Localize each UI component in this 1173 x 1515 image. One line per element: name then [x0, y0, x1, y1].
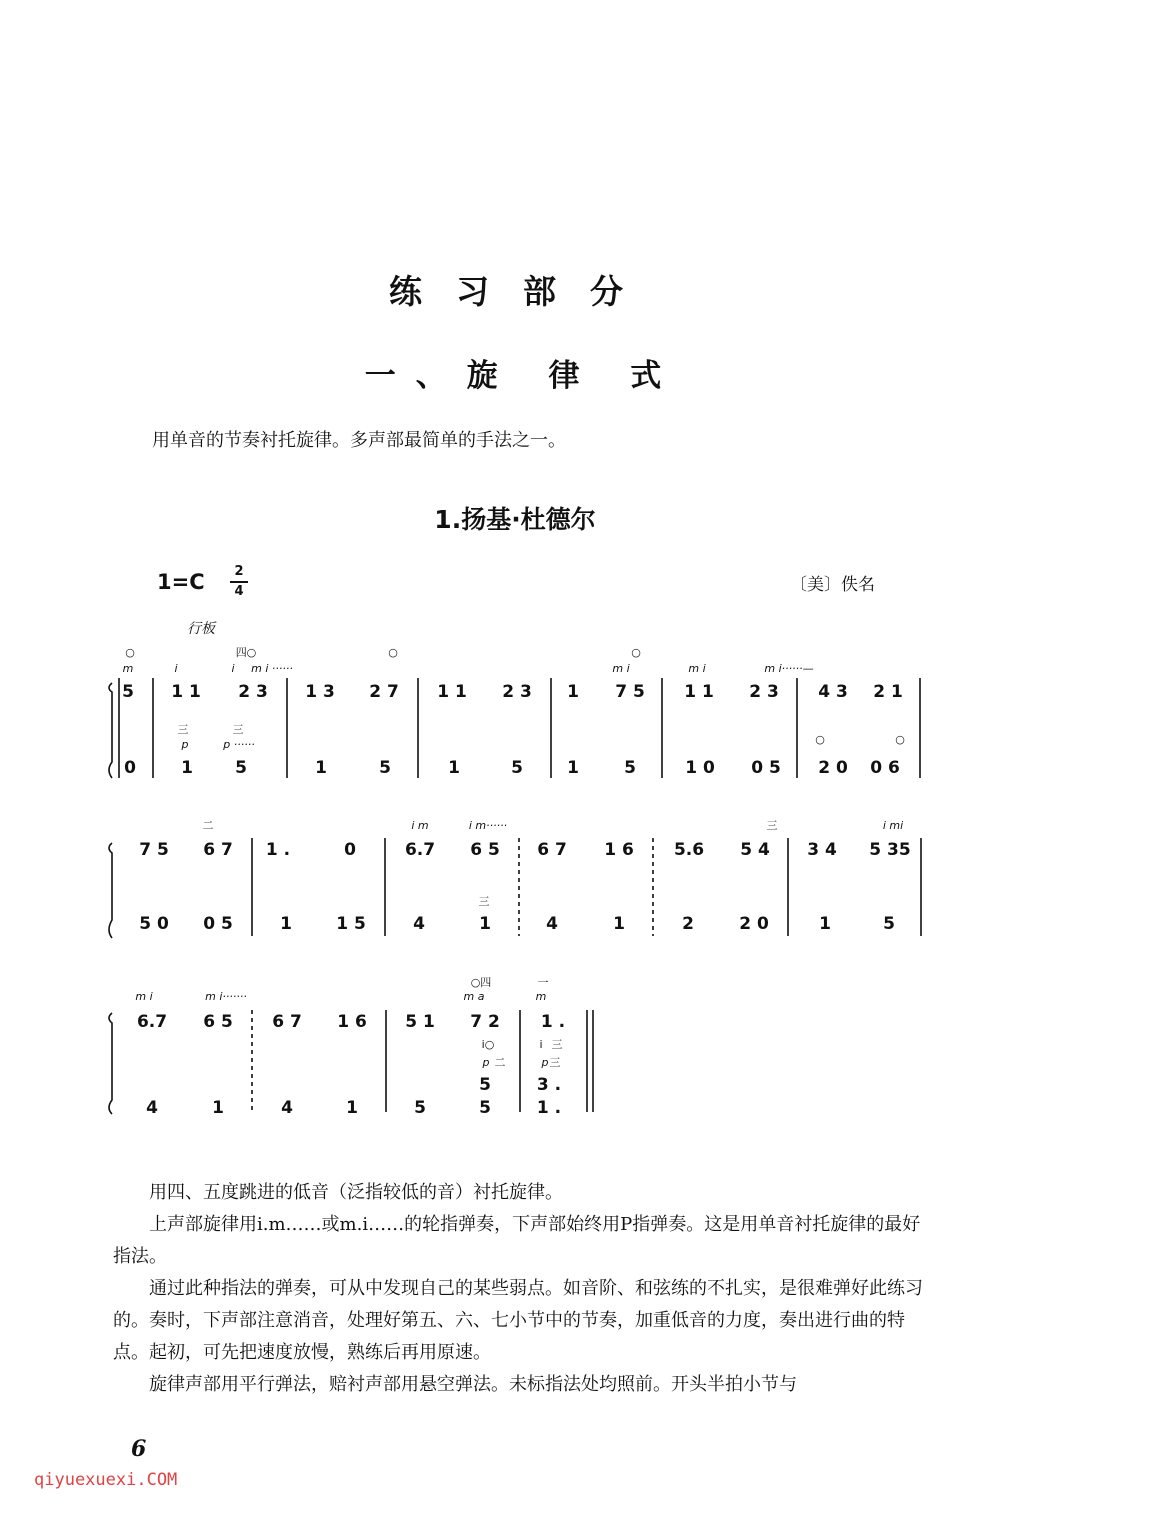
- body-paragraph-4: 旋律声部用平行弹法，赔衬声部用悬空弹法。未标指法处均照前。开头半拍小节与: [149, 1374, 797, 1395]
- system1-fingering: m: [122, 662, 134, 675]
- system1-upper-note: 1 1: [684, 682, 714, 702]
- system3-position-mark: 二: [494, 1056, 506, 1069]
- system2-lower-note: 1: [819, 914, 831, 934]
- system3-lower-note: 5: [479, 1098, 491, 1118]
- system2-lower-note: 1: [613, 914, 625, 934]
- system1-lower-note: 1 0: [685, 758, 715, 778]
- system2-position-mark: 三: [766, 819, 778, 832]
- system3-lower-note: 1: [212, 1098, 224, 1118]
- system3-position-mark: 三: [549, 1056, 561, 1069]
- system1-lower-note: 5: [235, 758, 247, 778]
- system3-fingering: m i: [135, 990, 153, 1003]
- system1-fingering: i: [231, 662, 235, 675]
- system1-lower-note: 1: [181, 758, 193, 778]
- system2-lower-note: 4: [413, 914, 425, 934]
- system3-fingering: p: [541, 1056, 549, 1069]
- system2-lower-note: 2: [682, 914, 694, 934]
- system1-upper-note: 2 3: [749, 682, 779, 702]
- system1-string-mark: ○: [895, 733, 905, 746]
- system3-position-mark: 一: [537, 976, 549, 989]
- system2-upper-note: 5.6: [673, 840, 705, 860]
- system1-lower-note: 5: [624, 758, 636, 778]
- system1-position-mark: 三: [232, 723, 244, 736]
- system3-lower-note: 1 .: [536, 1098, 562, 1118]
- system1-lower-note: 1: [315, 758, 327, 778]
- system3-upper-note: 6.7: [136, 1012, 168, 1032]
- system2-upper-note: 6 5: [470, 840, 500, 860]
- system2-upper-note: 6.7: [404, 840, 436, 860]
- system1-upper-note: 2 3: [238, 682, 268, 702]
- system1-position-mark: 三: [177, 723, 189, 736]
- system2-fingering: i m: [411, 819, 429, 832]
- body-paragraph-3: 通过此种指法的弹奏，可从中发现自己的某些弱点。如音阶、和弦练的不扎实，是很难弹好此练习的。奏时，下声部注意消音，处理好第五、六、七小节中的节奏，加重低音的力度，奏出进行曲的特点。起初，可先把速度放慢，熟练后再用原速。: [113, 1278, 923, 1363]
- key-signature: 1=C: [157, 570, 205, 594]
- composer: 〔美〕佚名: [790, 575, 875, 595]
- system1-lower-note: 5: [511, 758, 523, 778]
- time-bottom: 4: [234, 584, 244, 599]
- system2-fingering: i m······: [468, 819, 508, 832]
- system1-fingering: i: [174, 662, 178, 675]
- system3-upper-note: 5 1: [405, 1012, 435, 1032]
- system1-string-mark: 四○: [235, 646, 257, 659]
- system2-lower-note: 1 5: [336, 914, 366, 934]
- system1-lower-note: 0 5: [751, 758, 781, 778]
- system2-lower-note: 5 0: [139, 914, 169, 934]
- system1-lower-note: 1: [567, 758, 579, 778]
- system3-fingering: m i·······: [205, 990, 247, 1003]
- watermark-footer: qiyuexuexi.COM: [34, 1470, 178, 1490]
- system2-lower-note: 5: [883, 914, 895, 934]
- system1-upper-note: 1 3: [305, 682, 335, 702]
- system1-upper-note: 5: [122, 682, 134, 702]
- system3-upper-note: 7 2: [470, 1012, 500, 1032]
- part-title: 练习部分: [389, 272, 657, 311]
- system1-lower-note: 0 6: [870, 758, 900, 778]
- system1-fingering: p ······: [223, 738, 255, 751]
- system3-position-mark: 三: [551, 1038, 563, 1051]
- system2-lower-note: 0 5: [203, 914, 233, 934]
- system1-upper-note: 2 1: [873, 682, 903, 702]
- page-number: 6: [131, 1436, 147, 1462]
- system2-upper-note: 6 7: [203, 840, 233, 860]
- system1-fingering: m i ······: [251, 662, 293, 675]
- system3-lower-note: 1: [346, 1098, 358, 1118]
- system1-string-mark: ○: [125, 646, 135, 659]
- system3-lower-note: 5: [414, 1098, 426, 1118]
- body-paragraph-1: 用四、五度跳进的低音（泛指较低的音）衬托旋律。: [149, 1182, 563, 1203]
- system1-lower-note: 5: [379, 758, 391, 778]
- tempo-marking: 行板: [187, 621, 215, 637]
- section-title: 一、旋 律 式: [364, 358, 682, 394]
- system3-string-mark: i: [539, 1038, 543, 1051]
- system3-middle-note: 3 .: [536, 1075, 562, 1095]
- system1-upper-note: 1 1: [437, 682, 467, 702]
- system3-fingering: m: [535, 990, 547, 1003]
- system1-string-mark: ○: [815, 733, 825, 746]
- system1-upper-note: 1 1: [171, 682, 201, 702]
- system1-upper-note: 7 5: [615, 682, 645, 702]
- system1-upper-note: 2 7: [369, 682, 399, 702]
- system2-upper-note: 1 6: [604, 840, 634, 860]
- system2-lower-note: 1: [280, 914, 292, 934]
- system1-upper-note: 2 3: [502, 682, 532, 702]
- time-top: 2: [234, 564, 244, 579]
- system1-fingering: m i: [688, 662, 706, 675]
- song-title: 1.扬基·杜德尔: [434, 505, 596, 534]
- system2-fingering: i mi: [882, 819, 904, 832]
- system2-upper-note: 7 5: [139, 840, 169, 860]
- system3-string-mark: i○: [481, 1038, 495, 1051]
- system3-upper-note: 6 7: [272, 1012, 302, 1032]
- system3-string-mark: ○四: [470, 976, 492, 989]
- system2-lower-note: 4: [546, 914, 558, 934]
- system1-fingering: p: [181, 738, 189, 751]
- system1-upper-note: 1: [567, 682, 579, 702]
- system3-lower-note: 4: [281, 1098, 293, 1118]
- system3-upper-note: 1 6: [337, 1012, 367, 1032]
- system2-upper-note: 1 .: [265, 840, 291, 860]
- system1-fingering: m i: [612, 662, 630, 675]
- system3-upper-note: 1 .: [540, 1012, 566, 1032]
- system2-position-mark: 二: [202, 819, 214, 832]
- system1-string-mark: ○: [631, 646, 641, 659]
- system2-upper-note: 3 4: [807, 840, 837, 860]
- system2-upper-note: 5 35: [869, 840, 911, 860]
- system3-fingering: m a: [463, 990, 485, 1003]
- system1-upper-note: 4 3: [818, 682, 848, 702]
- system1-string-mark: ○: [388, 646, 398, 659]
- system3-lower-note: 4: [146, 1098, 158, 1118]
- system1-lower-note: 1: [448, 758, 460, 778]
- system2-lower-note: 2 0: [739, 914, 769, 934]
- system1-lower-note: 2 0: [818, 758, 848, 778]
- system3-fingering: p: [482, 1056, 490, 1069]
- system1-fingering: m i······—: [764, 662, 814, 675]
- intro-text: 用单音的节奏衬托旋律。多声部最简单的手法之一。: [152, 430, 566, 451]
- system3-upper-note: 6 5: [203, 1012, 233, 1032]
- system3-middle-note: 5: [479, 1075, 491, 1095]
- body-paragraph-2: 上声部旋律用i.m……或m.i……的轮指弹奏，下声部始终用P指弹奏。这是用单音衬托旋律的最好指法。: [113, 1214, 921, 1267]
- system2-upper-note: 5 4: [740, 840, 770, 860]
- system1-lower-note: 0: [124, 758, 136, 778]
- system2-upper-note: 0: [344, 840, 356, 860]
- system2-lower-note: 1: [479, 914, 491, 934]
- system2-position-mark: 三: [478, 895, 490, 908]
- system2-upper-note: 6 7: [537, 840, 567, 860]
